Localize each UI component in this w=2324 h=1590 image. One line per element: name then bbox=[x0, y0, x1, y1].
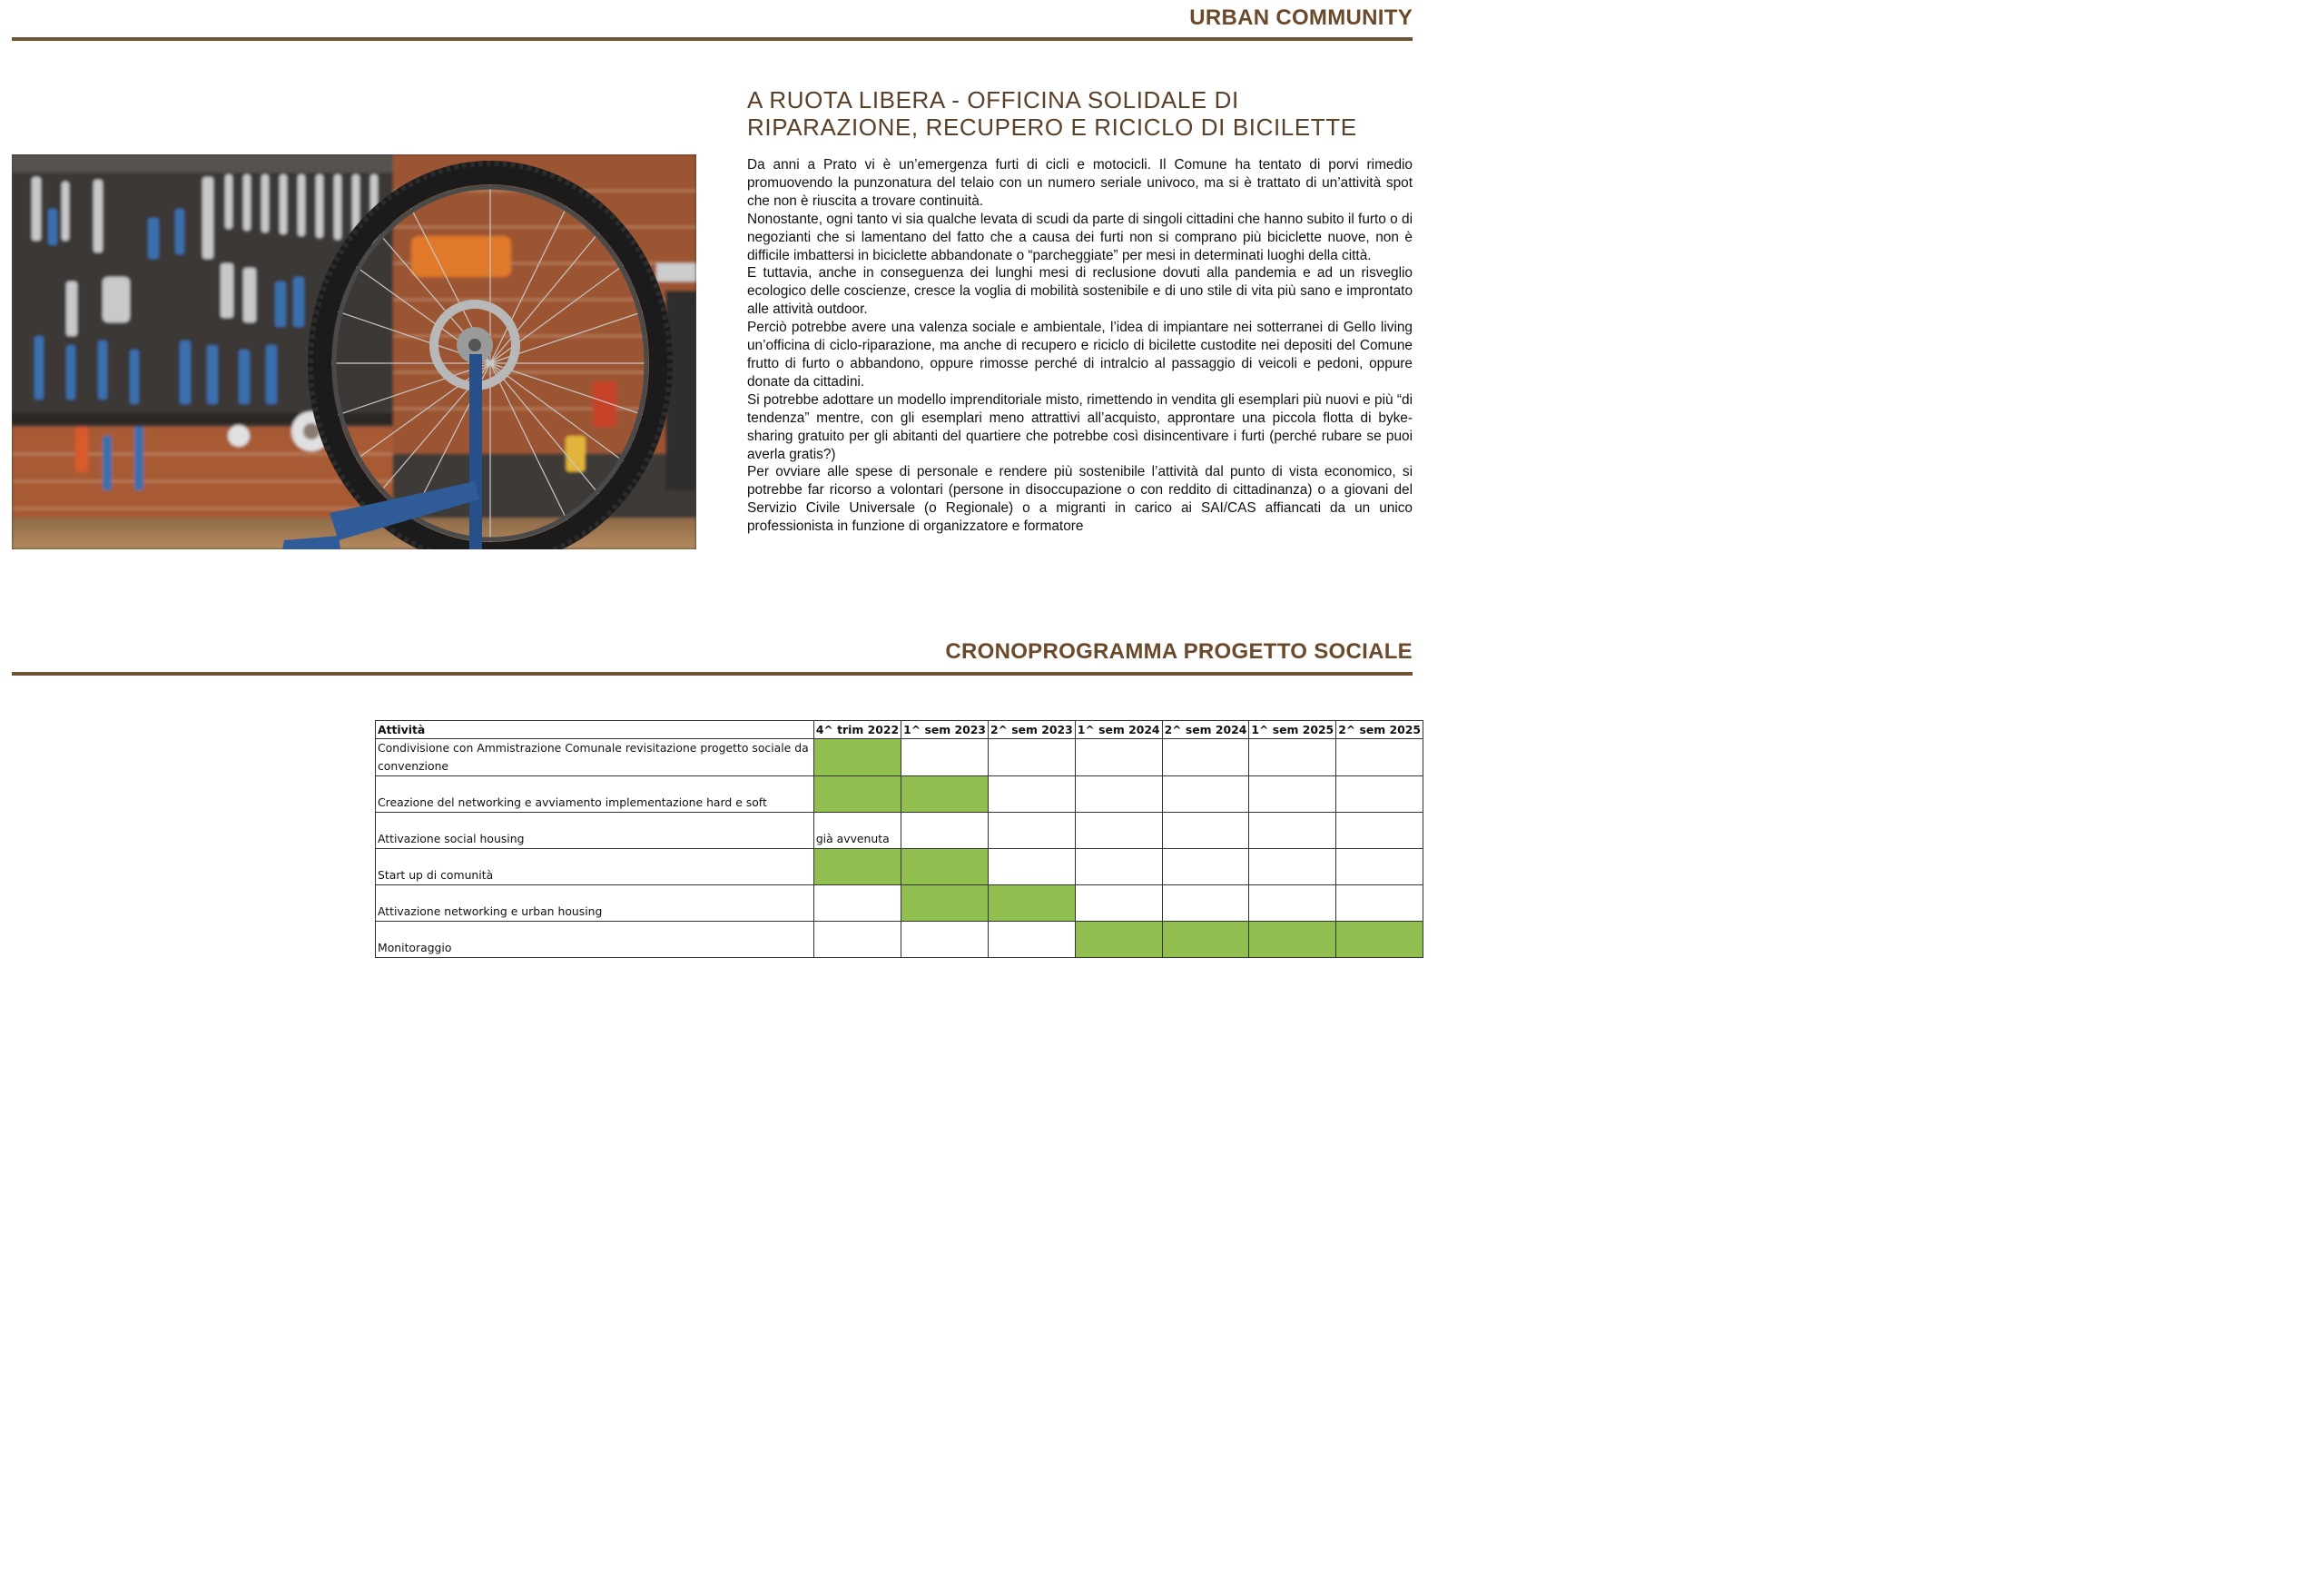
schedule-cell bbox=[1162, 885, 1249, 922]
schedule-cell-active bbox=[901, 885, 989, 922]
schedule-cell bbox=[813, 922, 901, 958]
period-header: 1^ sem 2025 bbox=[1249, 721, 1336, 739]
schedule-cell bbox=[1075, 885, 1162, 922]
schedule-cell bbox=[1249, 776, 1336, 813]
schedule-cell bbox=[1075, 739, 1162, 776]
schedule-cell bbox=[988, 813, 1075, 849]
schedule-cell bbox=[1336, 813, 1423, 849]
schedule-divider bbox=[12, 672, 1413, 676]
schedule-cell bbox=[1162, 849, 1249, 885]
article-paragraph: Si potrebbe adottare un modello imprenditoriale misto, rimettendo in vendita gli esemplari più nuovi e più “di tendenza” mentre, con gli esemplari meno attrattivi all’acquisto, approntare una piccola flotta di byke-sharing gratuito per gli abitanti del quartiere che potrebbe così disincentivare i furti (perché rubare se puoi averla gratis?) bbox=[747, 391, 1413, 462]
schedule-cell bbox=[1075, 849, 1162, 885]
schedule-cell-active bbox=[1249, 922, 1336, 958]
schedule-cell bbox=[1162, 813, 1249, 849]
period-header: 4^ trim 2022 bbox=[813, 721, 901, 739]
activity-cell: Attivazione social housing bbox=[376, 813, 814, 849]
schedule-cell bbox=[1075, 776, 1162, 813]
schedule-cell bbox=[988, 739, 1075, 776]
section-title-cronoprogramma: CRONOPROGRAMMA PROGETTO SOCIALE bbox=[945, 639, 1413, 664]
schedule-cell-active bbox=[901, 776, 989, 813]
schedule-cell-active bbox=[813, 849, 901, 885]
section-title-urban-community: URBAN COMMUNITY bbox=[1189, 5, 1413, 30]
article-paragraph: Da anni a Prato vi è un’emergenza furti di cicli e motocicli. Il Comune ha tentato di porvi rimedio promuovendo la punzonatura del telaio con un numero seriale univoco, ma si è trattato di un’attività spot che non è riuscita a trovare continuità. bbox=[747, 157, 1413, 209]
schedule-cell bbox=[1075, 813, 1162, 849]
schedule-cell bbox=[1336, 849, 1423, 885]
activity-cell: Attivazione networking e urban housing bbox=[376, 885, 814, 922]
activity-cell: Creazione del networking e avviamento implementazione hard e soft bbox=[376, 776, 814, 813]
schedule-cell bbox=[988, 776, 1075, 813]
activity-cell: Monitoraggio bbox=[376, 922, 814, 958]
article-paragraph: Perciò potrebbe avere una valenza sociale e ambientale, l’idea di impiantare nei sotterranei di Gello living un’officina di ciclo-riparazione, ma anche di recupero e riciclo di bicilette custodite nei depositi del Comune frutto di furto o abbandono, oppure rimosse perché di intralcio al passaggio di veicoli e pedoni, oppure donate da cittadini. bbox=[747, 320, 1413, 390]
schedule-cell bbox=[1162, 776, 1249, 813]
schedule-cell bbox=[1249, 885, 1336, 922]
bicycle-workshop-photo bbox=[12, 154, 696, 549]
schedule-cell bbox=[1249, 849, 1336, 885]
schedule-cell: già avvenuta bbox=[813, 813, 901, 849]
schedule-cell bbox=[988, 849, 1075, 885]
period-header: 2^ sem 2025 bbox=[1336, 721, 1423, 739]
schedule-cell bbox=[1162, 739, 1249, 776]
activity-cell: Start up di comunità bbox=[376, 849, 814, 885]
article-body bbox=[747, 156, 1413, 536]
activity-column-header: Attività bbox=[376, 721, 814, 739]
schedule-cell bbox=[1249, 739, 1336, 776]
article-paragraph: Per ovviare alle spese di personale e rendere più sostenibile l’attività dal punto di vista economico, si potrebbe far ricorso a volontari (persone in disoccupazione o con reddito di cittadinanza) o a giovani del Servizio Civile Universale (o Regionale) o a migranti in carico ai SAI/CAS affiancati da un unico professionista in funzione di organizzatore e formatore bbox=[747, 464, 1413, 535]
schedule-cell-active bbox=[813, 739, 901, 776]
schedule-cell bbox=[901, 813, 989, 849]
schedule-cell-active bbox=[1162, 922, 1249, 958]
period-header: 2^ sem 2023 bbox=[988, 721, 1075, 739]
schedule-cell bbox=[901, 922, 989, 958]
schedule-cell bbox=[1249, 813, 1336, 849]
schedule-cell bbox=[1336, 885, 1423, 922]
schedule-row bbox=[376, 776, 1423, 813]
period-header: 1^ sem 2023 bbox=[901, 721, 989, 739]
schedule-table bbox=[375, 720, 1423, 958]
schedule-row bbox=[376, 813, 1423, 849]
schedule-cell-active bbox=[988, 885, 1075, 922]
article-title: A RUOTA LIBERA - OFFICINA SOLIDALE DI RIPARAZIONE, RECUPERO E RICICLO DI BICILETTE bbox=[747, 86, 1357, 141]
schedule-header-row bbox=[376, 721, 1423, 739]
activity-cell: Condivisione con Ammistrazione Comunale revisitazione progetto sociale da convenzione bbox=[376, 739, 814, 776]
header-divider bbox=[12, 37, 1413, 41]
schedule-cell bbox=[988, 922, 1075, 958]
schedule-row bbox=[376, 849, 1423, 885]
schedule-cell-active bbox=[901, 849, 989, 885]
schedule-cell bbox=[813, 885, 901, 922]
period-header: 2^ sem 2024 bbox=[1162, 721, 1249, 739]
schedule-row bbox=[376, 885, 1423, 922]
schedule-cell-active bbox=[1075, 922, 1162, 958]
article-paragraph: E tuttavia, anche in conseguenza dei lunghi mesi di reclusione dovuti alla pandemia e ad un risveglio ecologico delle coscienze, cresce la voglia di mobilità sostenibile e di uno stile di vita più sano e improntato alle attività outdoor. bbox=[747, 265, 1413, 318]
article-paragraph: Nonostante, ogni tanto vi sia qualche levata di scudi da parte di singoli cittadini che hanno subito il furto o di negozianti che si lamentano del fatto che a causa dei furti non si comprano più biciclette nuove, non è difficile imbattersi in biciclette abbandonate o “parcheggiate” per mesi in determinati luoghi della città. bbox=[747, 211, 1413, 263]
schedule-cell-active bbox=[1336, 922, 1423, 958]
period-header: 1^ sem 2024 bbox=[1075, 721, 1162, 739]
schedule-cell bbox=[1336, 776, 1423, 813]
schedule-body bbox=[376, 739, 1423, 958]
schedule-cell bbox=[901, 739, 989, 776]
schedule-cell bbox=[1336, 739, 1423, 776]
schedule-row bbox=[376, 739, 1423, 776]
schedule-cell-active bbox=[813, 776, 901, 813]
schedule-row bbox=[376, 922, 1423, 958]
